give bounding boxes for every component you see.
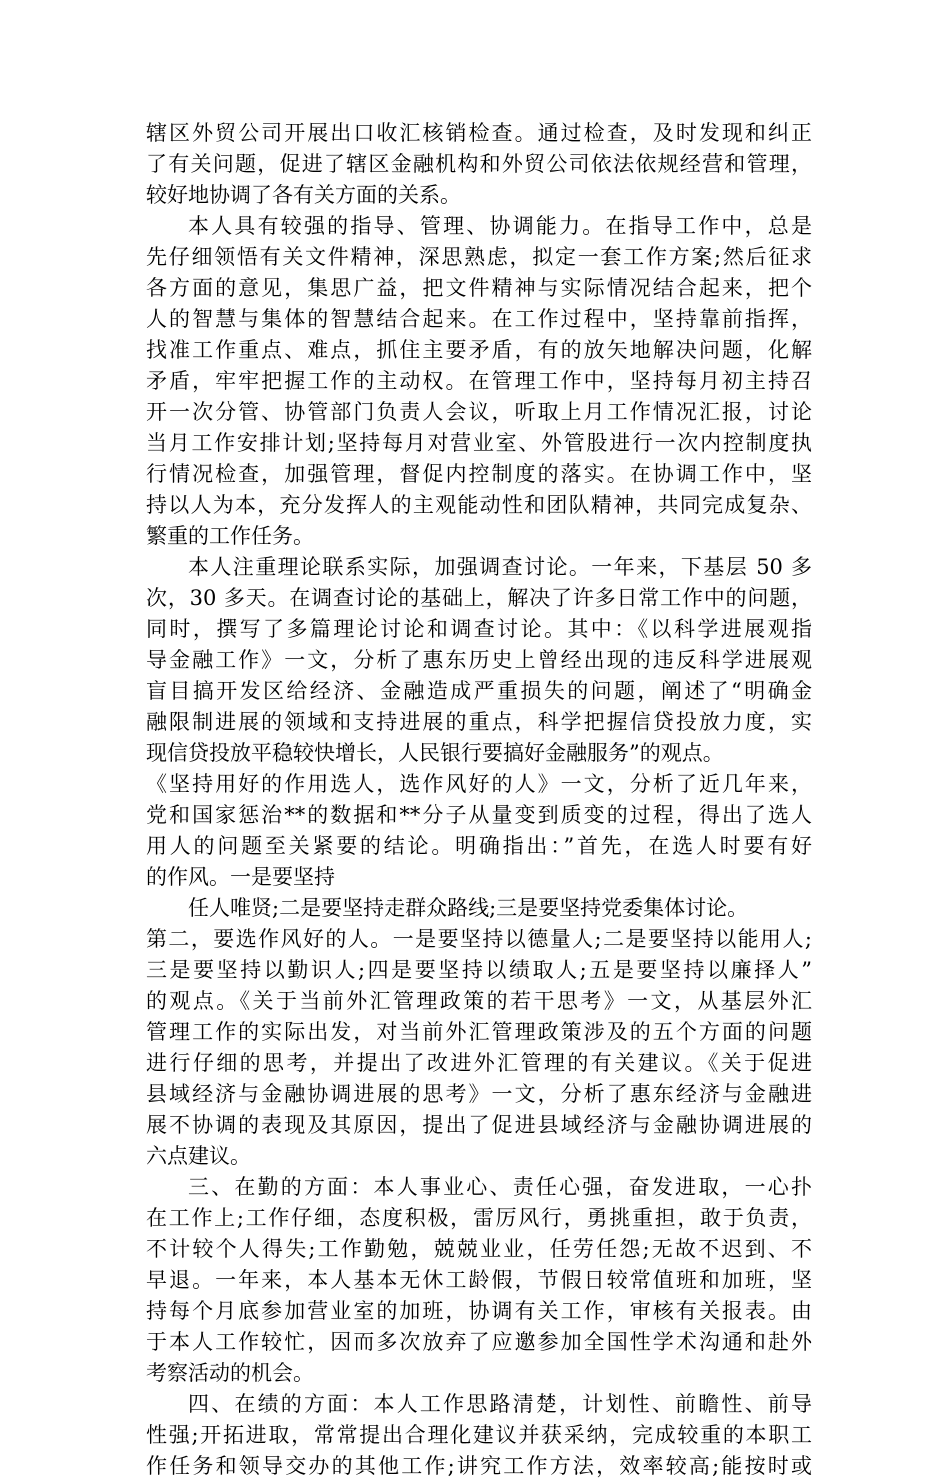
text-line: 各方面的意见，集思广益，把文件精神与实际情况结合起来，把个 xyxy=(146,276,812,300)
text-line: 第二，要选作风好的人。一是要坚持以德量人;二是要坚持以能用人; xyxy=(146,927,812,951)
text-line: 展不协调的表现及其原因，提出了促进县域经济与金融协调进展的 xyxy=(146,1113,812,1137)
text-line: 持以人为本，充分发挥人的主观能动性和团队精神，共同完成复杂、 xyxy=(146,493,812,517)
text-line: 同时，撰写了多篇理论讨论和调查讨论。其中：《以科学进展观指 xyxy=(146,617,812,641)
document-body xyxy=(146,118,812,1482)
text-line: 性强;开拓进取，常常提出合理化建议并获采纳，完成较重的本职工 xyxy=(146,1423,812,1447)
text-line: 了有关问题，促进了辖区金融机构和外贸公司依法依规经营和管理， xyxy=(146,152,812,176)
text-line: 六点建议。 xyxy=(146,1144,251,1168)
text-line: 融限制进展的领域和支持进展的重点，科学把握信贷投放力度，实 xyxy=(146,710,812,734)
text-line: 的作风。一是要坚持 xyxy=(146,865,335,889)
text-line: 导金融工作》一文，分析了惠东历史上曾经出现的违反科学进展观 xyxy=(146,648,812,672)
text-line: 管理工作的实际出发，对当前外汇管理政策涉及的五个方面的问题 xyxy=(146,1020,812,1044)
text-line: 早退。一年来，本人基本无休工龄假，节假日较常值班和加班，坚 xyxy=(146,1268,812,1292)
text-line: 党和国家惩治**的数据和**分子从量变到质变的过程，得出了选人 xyxy=(146,803,812,827)
paragraph-first-line: 本人注重理论联系实际，加强调查讨论。一年来，下基层 50 多 xyxy=(188,555,812,579)
text-line: 盲目搞开发区给经济、金融造成严重损失的问题，阐述了“明确金 xyxy=(146,679,812,703)
text-line: 在工作上;工作仔细，态度积极，雷厉风行，勇挑重担，敢于负责， xyxy=(146,1206,812,1230)
text-line: 较好地协调了各有关方面的关系。 xyxy=(146,183,461,207)
text-line: 先仔细领悟有关文件精神，深思熟虑，拟定一套工作方案;然后征求 xyxy=(146,245,812,269)
text-line: 现信贷投放平稳较快增长，人民银行要搞好金融服务”的观点。 xyxy=(146,741,724,765)
text-line: 用人的问题至关紧要的结论。明确指出：”首先，在选人时要有好 xyxy=(146,834,812,858)
paragraph-first-line: 任人唯贤;二是要坚持走群众路线;三是要坚持党委集体讨论。 xyxy=(188,896,749,920)
text-line: 次，30 多天。在调查讨论的基础上，解决了许多日常工作中的问题， xyxy=(146,586,812,610)
text-line: 的观点。《关于当前外汇管理政策的若干思考》一文，从基层外汇 xyxy=(146,989,812,1013)
text-line: 当月工作安排计划;坚持每月对营业室、外管股进行一次内控制度执 xyxy=(146,431,812,455)
text-line: 人的智慧与集体的智慧结合起来。在工作过程中，坚持靠前指挥， xyxy=(146,307,812,331)
text-line: 不计较个人得失;工作勤勉，兢兢业业，任劳任怨;无故不迟到、不 xyxy=(146,1237,812,1261)
text-line: 《坚持用好的作用选人，选作风好的人》一文，分析了近几年来， xyxy=(146,772,812,796)
text-line: 繁重的工作任务。 xyxy=(146,524,314,548)
text-line: 行情况检查，加强管理，督促内控制度的落实。在协调工作中，坚 xyxy=(146,462,812,486)
paragraph-first-line: 本人具有较强的指导、管理、协调能力。在指导工作中，总是 xyxy=(188,214,812,238)
text-line: 找准工作重点、难点，抓住主要矛盾，有的放矢地解决问题，化解 xyxy=(146,338,812,362)
text-line: 进行仔细的思考，并提出了改进外汇管理的有关建议。《关于促进 xyxy=(146,1051,812,1075)
text-line: 三是要坚持以勤识人;四是要坚持以绩取人;五是要坚持以廉择人” xyxy=(146,958,812,982)
text-line: 开一次分管、协管部门负责人会议，听取上月工作情况汇报，讨论 xyxy=(146,400,812,424)
text-line: 辖区外贸公司开展出口收汇核销检查。通过检查，及时发现和纠正 xyxy=(146,121,812,145)
paragraph-first-line: 四、在绩的方面：本人工作思路清楚，计划性、前瞻性、前导 xyxy=(188,1392,812,1416)
paragraph-first-line: 三、在勤的方面：本人事业心、责任心强，奋发进取，一心扑 xyxy=(188,1175,812,1199)
text-line: 考察活动的机会。 xyxy=(146,1361,314,1385)
text-line: 持每个月底参加营业室的加班，协调有关工作，审核有关报表。由 xyxy=(146,1299,812,1323)
text-line: 矛盾，牢牢把握工作的主动权。在管理工作中，坚持每月初主持召 xyxy=(146,369,812,393)
text-line: 于本人工作较忙，因而多次放弃了应邀参加全国性学术沟通和赴外 xyxy=(146,1330,812,1354)
text-line: 作任务和领导交办的其他工作;讲究工作方法，效率较高;能按时或 xyxy=(146,1454,812,1478)
text-line: 县域经济与金融协调进展的思考》一文，分析了惠东经济与金融进 xyxy=(146,1082,812,1106)
